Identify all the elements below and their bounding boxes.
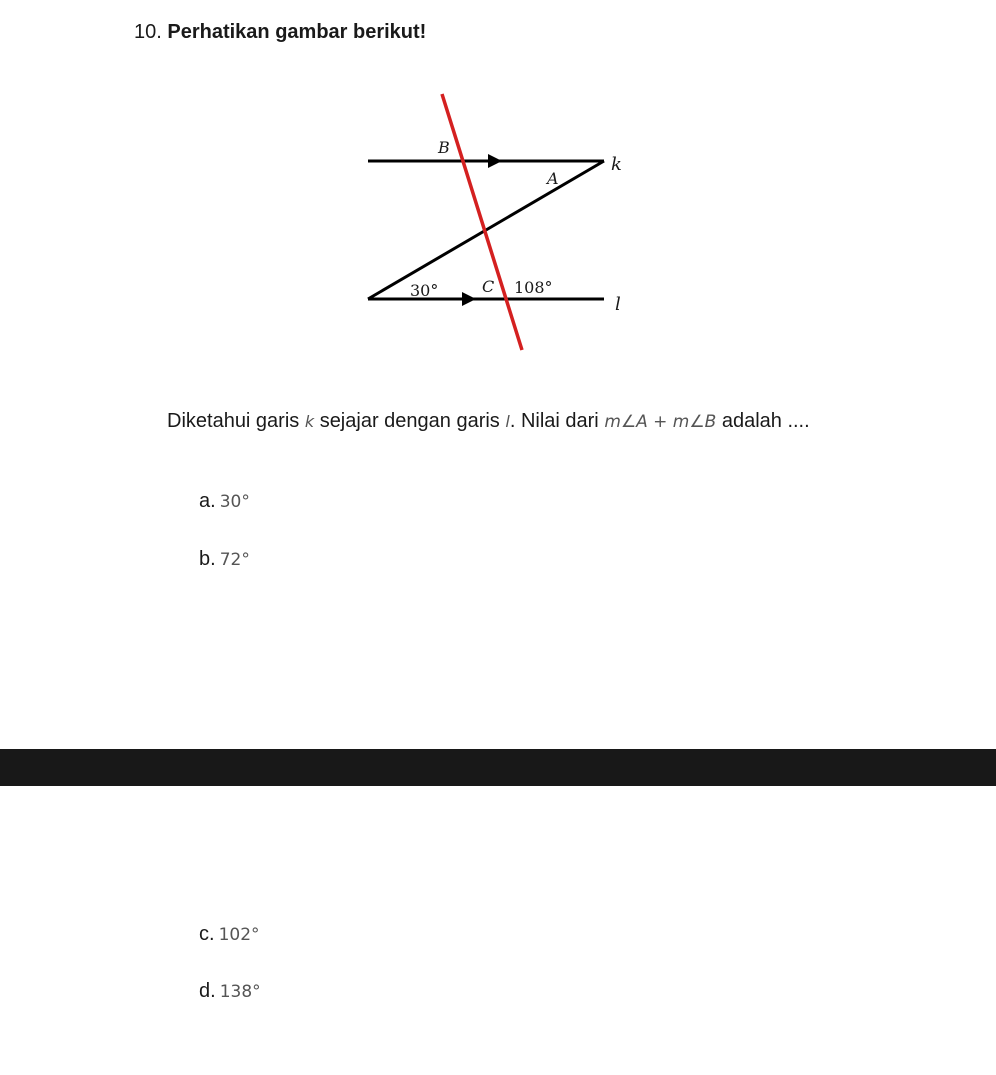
option-d-value: 138° — [219, 982, 261, 1002]
line-k-arrow — [488, 154, 502, 168]
label-A: A — [547, 169, 559, 188]
transversal-line — [442, 94, 522, 350]
geometry-figure — [0, 0, 996, 400]
label-angle-30: 30° — [410, 281, 439, 300]
question-number: 10. — [134, 21, 162, 43]
option-c[interactable] — [199, 921, 260, 948]
question-text-end: adalah .... — [721, 410, 810, 432]
question-text-before: Diketahui garis — [167, 410, 300, 432]
label-C: C — [482, 277, 495, 296]
line-l-symbol: l — [505, 412, 510, 431]
option-d[interactable] — [199, 978, 261, 1005]
option-a-letter: a. — [199, 490, 216, 512]
line-l-arrow — [462, 292, 476, 306]
option-c-value: 102° — [218, 925, 260, 945]
line-k-symbol: k — [304, 412, 315, 431]
question-heading: Perhatikan gambar berikut! — [167, 21, 427, 43]
option-b-letter: b. — [199, 548, 216, 570]
label-k: k — [611, 154, 622, 175]
label-B: B — [438, 138, 450, 157]
label-angle-108: 108° — [514, 278, 553, 297]
label-l: l — [615, 294, 621, 315]
option-c-letter: c. — [199, 923, 215, 945]
option-a[interactable] — [199, 488, 250, 515]
option-d-letter: d. — [199, 980, 216, 1002]
option-b[interactable] — [199, 546, 250, 573]
angle-expression: m∠A + m∠B — [604, 412, 717, 432]
option-a-value: 30° — [219, 492, 250, 512]
divider-band — [0, 749, 996, 786]
question-text — [167, 408, 810, 435]
question-text-middle: sejajar dengan garis — [319, 410, 500, 432]
question-text-after-l: . Nilai dari — [509, 410, 599, 432]
option-b-value: 72° — [219, 550, 250, 570]
